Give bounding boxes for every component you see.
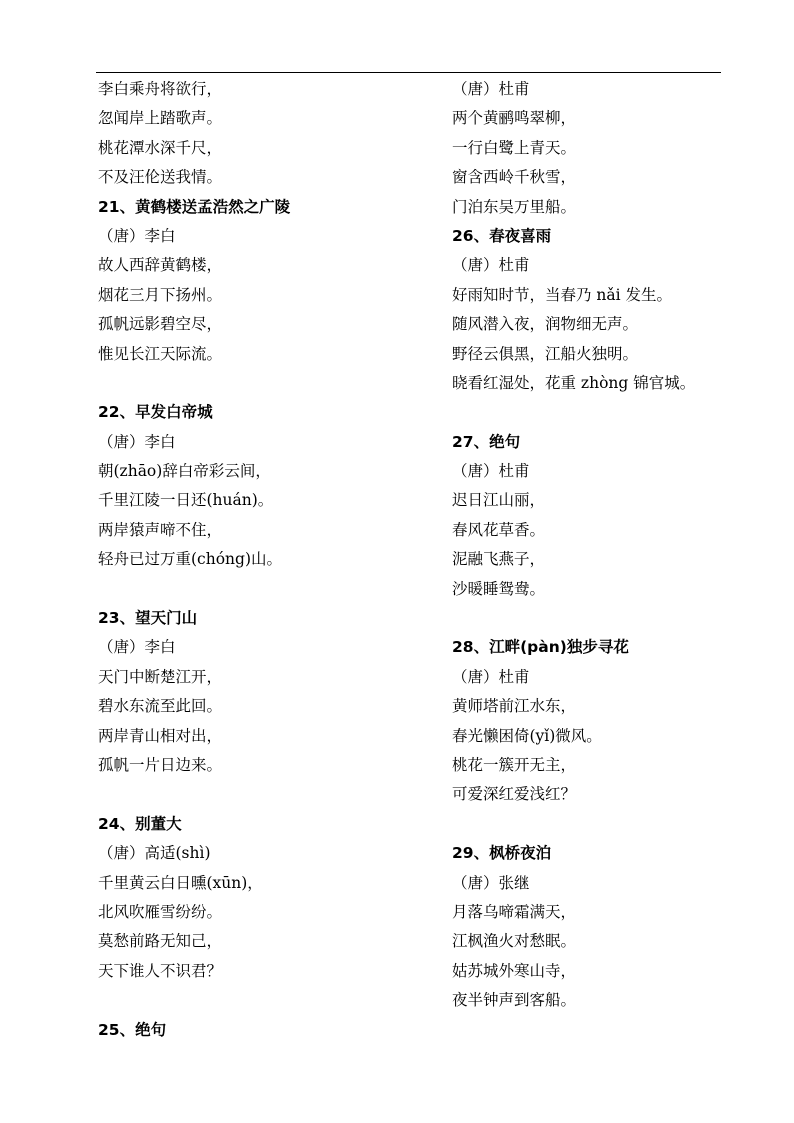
poem-line: 两个黄鹂鸣翠柳， [452, 109, 577, 128]
poem-line: （唐）李白 [98, 226, 176, 245]
spacer [98, 986, 438, 1015]
poem-line: （唐）李白 [98, 432, 176, 451]
left-column [98, 75, 438, 1045]
poem-line: 野径云俱黑，江船火独明。 [452, 344, 639, 363]
poem-line: 好雨知时节，当春乃 nǎi 发生。 [452, 285, 673, 304]
poem-line: （唐）高适(shì) [98, 844, 211, 863]
poem-line: 故人西辞黄鹤楼， [98, 256, 223, 275]
poem-title: 22、早发白帝城 [98, 403, 213, 422]
spacer [98, 575, 438, 604]
poem-line: 轻舟已过万重(chóng)山。 [98, 550, 282, 569]
poem-line: 天门中断楚江开， [98, 667, 223, 686]
poem-title: 26、春夜喜雨 [452, 226, 552, 245]
poem-line: （唐）李白 [98, 638, 176, 657]
poem-line: 莫愁前路无知己， [98, 932, 223, 951]
poem-line: 北风吹雁雪纷纷。 [98, 902, 223, 921]
poem-line: 两岸青山相对出， [98, 726, 223, 745]
poem-line: 晓看红湿处，花重 zhòng 锦官城。 [452, 373, 696, 392]
poem-line: 烟花三月下扬州。 [98, 285, 223, 304]
poem-line: 春光懒困倚(yǐ)微风。 [452, 726, 602, 745]
poem-line: 惟见长江天际流。 [98, 344, 223, 363]
spacer [452, 810, 752, 839]
poem-line: 两岸猿声啼不住， [98, 520, 223, 539]
spacer [452, 398, 752, 427]
spacer [98, 780, 438, 809]
poem-line: 孤帆远影碧空尽， [98, 315, 223, 334]
poem-line: 沙暖睡鸳鸯。 [452, 579, 546, 598]
poem-line: 黄师塔前江水东， [452, 697, 577, 716]
poem-line: （唐）杜甫 [452, 462, 530, 481]
poem-title: 28、江畔(pàn)独步寻花 [452, 638, 629, 657]
poem-line: 泥融飞燕子， [452, 550, 546, 569]
poem-line: 江枫渔火对愁眠。 [452, 932, 577, 951]
poem-title: 21、黄鹤楼送孟浩然之广陵 [98, 197, 291, 216]
poem-line: 朝(zhāo)辞白帝彩云间， [98, 462, 271, 481]
poem-line: 天下谁人不识君？ [98, 961, 223, 980]
poem-line: 李白乘舟将欲行， [98, 80, 223, 98]
poem-line: 窗含西岭千秋雪， [452, 168, 577, 187]
poem-title: 25、绝句 [98, 1020, 167, 1039]
poem-line: 随风潜入夜，润物细无声。 [452, 315, 639, 334]
poem-line: 桃花潭水深千尺， [98, 138, 223, 157]
poem-line: 一行白鹭上青天。 [452, 138, 577, 157]
poem-line: （唐）张继 [452, 873, 530, 892]
header-rule [96, 72, 721, 73]
spacer [452, 604, 752, 633]
poem-line: 碧水东流至此回。 [98, 697, 223, 716]
poem-line: 夜半钟声到客船。 [452, 991, 577, 1010]
right-column [452, 75, 752, 1016]
poem-line: （唐）杜甫 [452, 80, 530, 98]
spacer [98, 369, 438, 398]
poem-line: 孤帆一片日边来。 [98, 755, 223, 774]
poem-title: 23、望天门山 [98, 609, 198, 628]
poem-title: 29、枫桥夜泊 [452, 844, 552, 863]
poem-title: 24、别董大 [98, 814, 182, 833]
poem-line: 桃花一簇开无主， [452, 755, 577, 774]
poem-title: 27、绝句 [452, 432, 521, 451]
poem-line: 忽闻岸上踏歌声。 [98, 109, 223, 128]
poem-line: 门泊东吴万里船。 [452, 197, 577, 216]
poem-line: 千里江陵一日还(huán)。 [98, 491, 274, 510]
poem-line: 月落乌啼霜满天， [452, 902, 577, 921]
poem-line: 千里黄云白日曛(xūn)， [98, 873, 263, 892]
poem-line: 不及汪伦送我情。 [98, 168, 223, 187]
poem-line: 可爱深红爱浅红？ [452, 785, 577, 804]
poem-line: 姑苏城外寒山寺， [452, 961, 577, 980]
poem-line: 春风花草香。 [452, 520, 546, 539]
poem-line: （唐）杜甫 [452, 256, 530, 275]
poem-line: （唐）杜甫 [452, 667, 530, 686]
poem-line: 迟日江山丽， [452, 491, 546, 510]
